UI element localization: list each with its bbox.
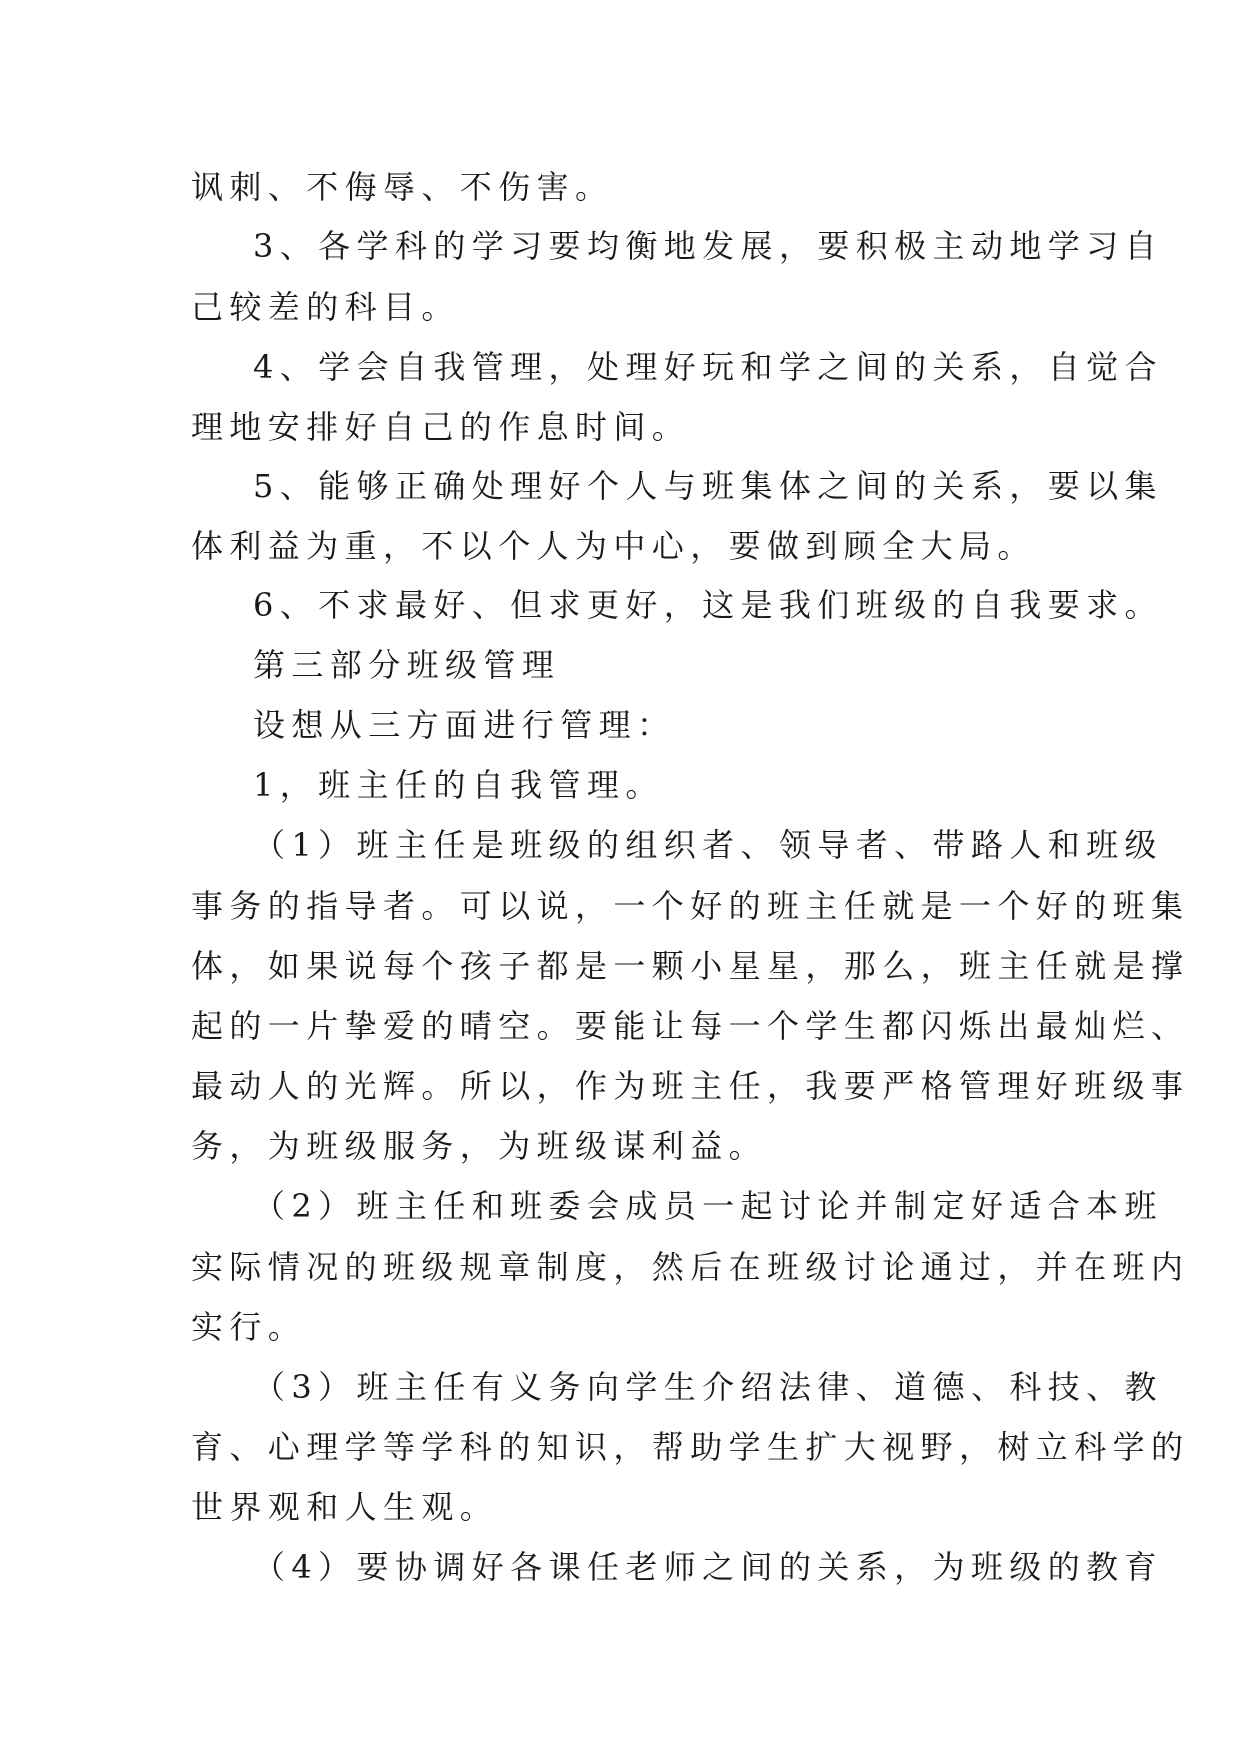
text-line: 设想从三方面进行管理： [253, 706, 676, 744]
text-line: 己较差的科目。 [191, 288, 460, 326]
text-line: 5、能够正确处理好个人与班集体之间的关系，要以集 [253, 467, 1163, 505]
text-line: （1）班主任是班级的组织者、领导者、带路人和班级 [253, 826, 1163, 864]
text-line: 实行。 [191, 1308, 307, 1346]
text-line: 实际情况的班级规章制度，然后在班级讨论通过，并在班内 [191, 1248, 1190, 1286]
text-line: 3、各学科的学习要均衡地发展，要积极主动地学习自 [253, 227, 1163, 265]
text-line: 体利益为重，不以个人为中心，要做到顾全大局。 [191, 527, 1036, 565]
text-line: 理地安排好自己的作息时间。 [191, 408, 691, 446]
text-line: 事务的指导者。可以说，一个好的班主任就是一个好的班集 [191, 887, 1190, 925]
text-line: 1，班主任的自我管理。 [253, 766, 664, 804]
text-line: （4）要协调好各课任老师之间的关系，为班级的教育 [253, 1548, 1163, 1586]
text-line: 体，如果说每个孩子都是一颗小星星，那么，班主任就是撑 [191, 947, 1190, 985]
text-line: 务，为班级服务，为班级谋利益。 [191, 1127, 768, 1165]
text-line: 最动人的光辉。所以，作为班主任，我要严格管理好班级事 [191, 1067, 1190, 1105]
text-line: 育、心理学等学科的知识，帮助学生扩大视野，树立科学的 [191, 1428, 1190, 1466]
text-line: （3）班主任有义务向学生介绍法律、道德、科技、教 [253, 1368, 1163, 1406]
text-line: 起的一片挚爱的晴空。要能让每一个学生都闪烁出最灿烂、 [191, 1007, 1190, 1045]
text-line: 讽刺、不侮辱、不伤害。 [191, 168, 614, 206]
text-line: 世界观和人生观。 [191, 1488, 499, 1526]
text-line: 4、学会自我管理，处理好玩和学之间的关系，自觉合 [253, 348, 1163, 386]
text-line: （2）班主任和班委会成员一起讨论并制定好适合本班 [253, 1187, 1163, 1225]
section-heading: 第三部分班级管理 [253, 646, 561, 684]
text-line: 6、不求最好、但求更好，这是我们班级的自我要求。 [253, 586, 1163, 624]
